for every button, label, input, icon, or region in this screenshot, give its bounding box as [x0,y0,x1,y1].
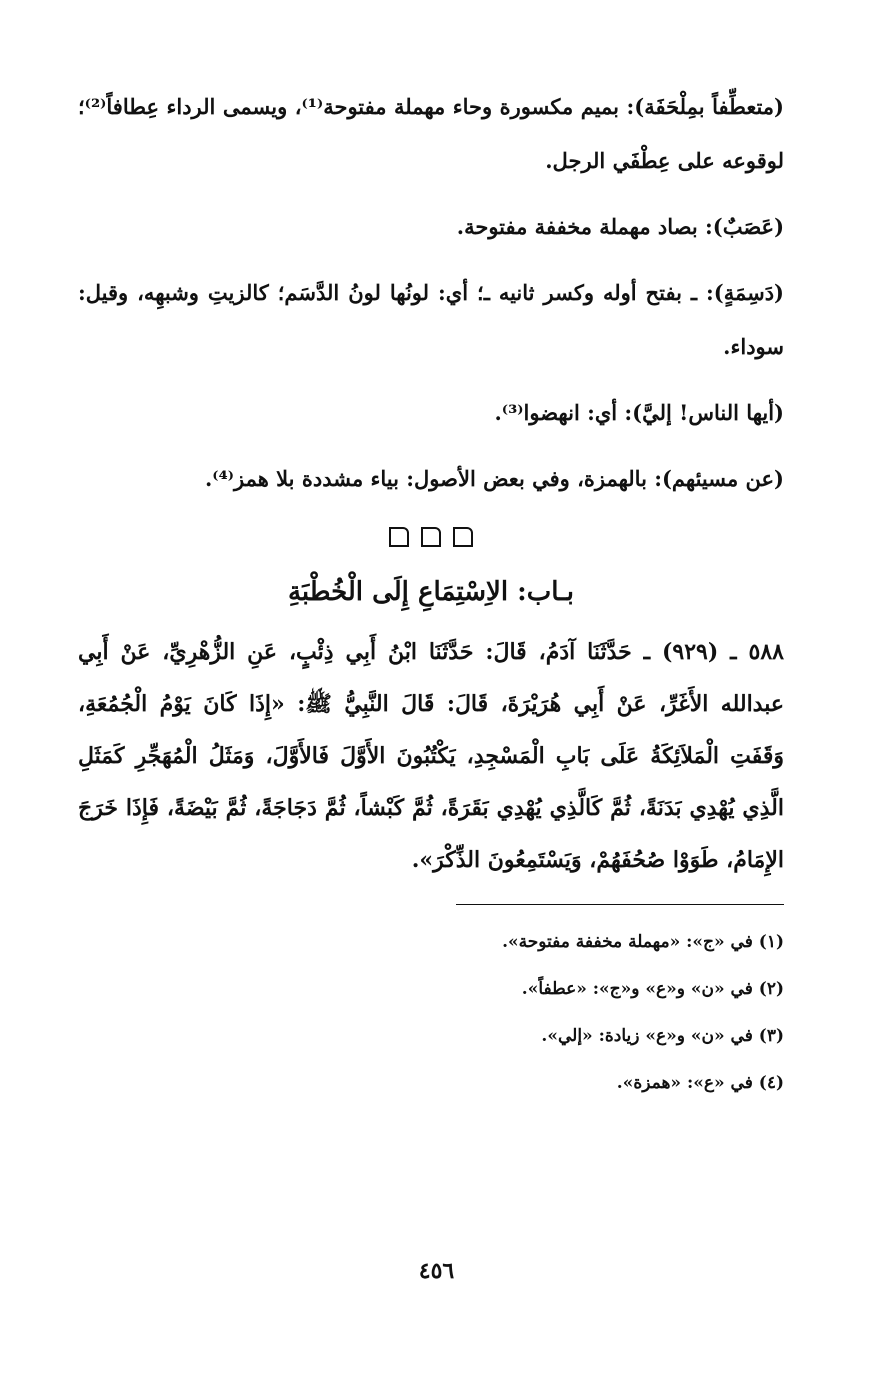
glosses-section [78,80,784,506]
page-number: ٤٥٦ [418,1258,455,1284]
square-ornament-icon [453,527,473,547]
footnote: (٤) في «ع»: «همزة». [616,1073,784,1093]
footnote: (١) في «ج»: «مهملة مخففة مفتوحة». [502,932,784,952]
hadith-text: ٥٨٨ ـ (٩٢٩) ـ حَدَّثَنَا آدَمُ، قَالَ: حَدَّثَنَا ابْنُ أَبِي ذِئْبٍ، عَنِ الزُّهْرِيِّ، عَنْ أَبِي عبدالله الأَغَرِّ، عَنْ أَبِي هُرَيْرَةَ، قَالَ: قَالَ النَّبِيُّ ﷺ: «إِذَا كَانَ يَوْمُ الْجُمُعَةِ، وَقَفَتِ الْمَلاَئِكَةُ عَلَى بَابِ الْمَسْجِدِ، يَكْتُبُونَ الأَوَّلَ فَالأَوَّلَ، وَمَثَلُ الْمُهَجِّرِ كَمَثَلِ الَّذِي يُهْدِي بَدَنَةً، ثُمَّ كَالَّذِي يُهْدِي بَقَرَةً، ثُمَّ كَبْشاً، ثُمَّ دَجَاجَةً، ثُمَّ بَيْضَةً، فَإِذَا خَرَجَ الإِمَامُ، طَوَوْا صُحُفَهُمْ، وَيَسْتَمِعُونَ الذِّكْرَ». [78,639,784,873]
footnotes [78,919,784,1107]
gloss-paragraph: (أيها الناس! إليَّ): أي: انهضوا⁽³⁾. [494,400,784,425]
page-body [78,80,784,1107]
footnote-divider [456,904,784,905]
gloss-paragraph: (دَسِمَةٍ): ـ بفتح أوله وكسر ثانيه ـ؛ أي: لونُها لونُ الدَّسَم؛ كالزيتِ وشبهِه، وقيل: سوداء. [78,280,784,359]
gloss-paragraph: (عن مسيئهم): بالهمزة، وفي بعض الأصول: بياء مشددة بلا همز⁽⁴⁾. [205,466,784,491]
gloss-paragraph: (متعطِّفاً بمِلْحَفَة): بميم مكسورة وحاء مهملة مفتوحة⁽¹⁾، ويسمى الرداء عِطافاً⁽²⁾؛ لوقوعه على عِطْفَي الرجل. [78,94,784,173]
gloss-paragraph: (عَصَبٌ): بصاد مهملة مخففة مفتوحة. [456,214,784,239]
square-ornament-icon [389,527,409,547]
footnote: (٣) في «ن» و«ع» زيادة: «إلي». [541,1026,784,1046]
section-separator [78,526,784,550]
chapter-title: بـاب: الاِسْتِمَاعِ إِلَى الْخُطْبَةِ [287,577,574,607]
square-ornament-icon [421,527,441,547]
footnote: (٢) في «ن» و«ع» و«ج»: «عطفاً». [521,979,784,999]
